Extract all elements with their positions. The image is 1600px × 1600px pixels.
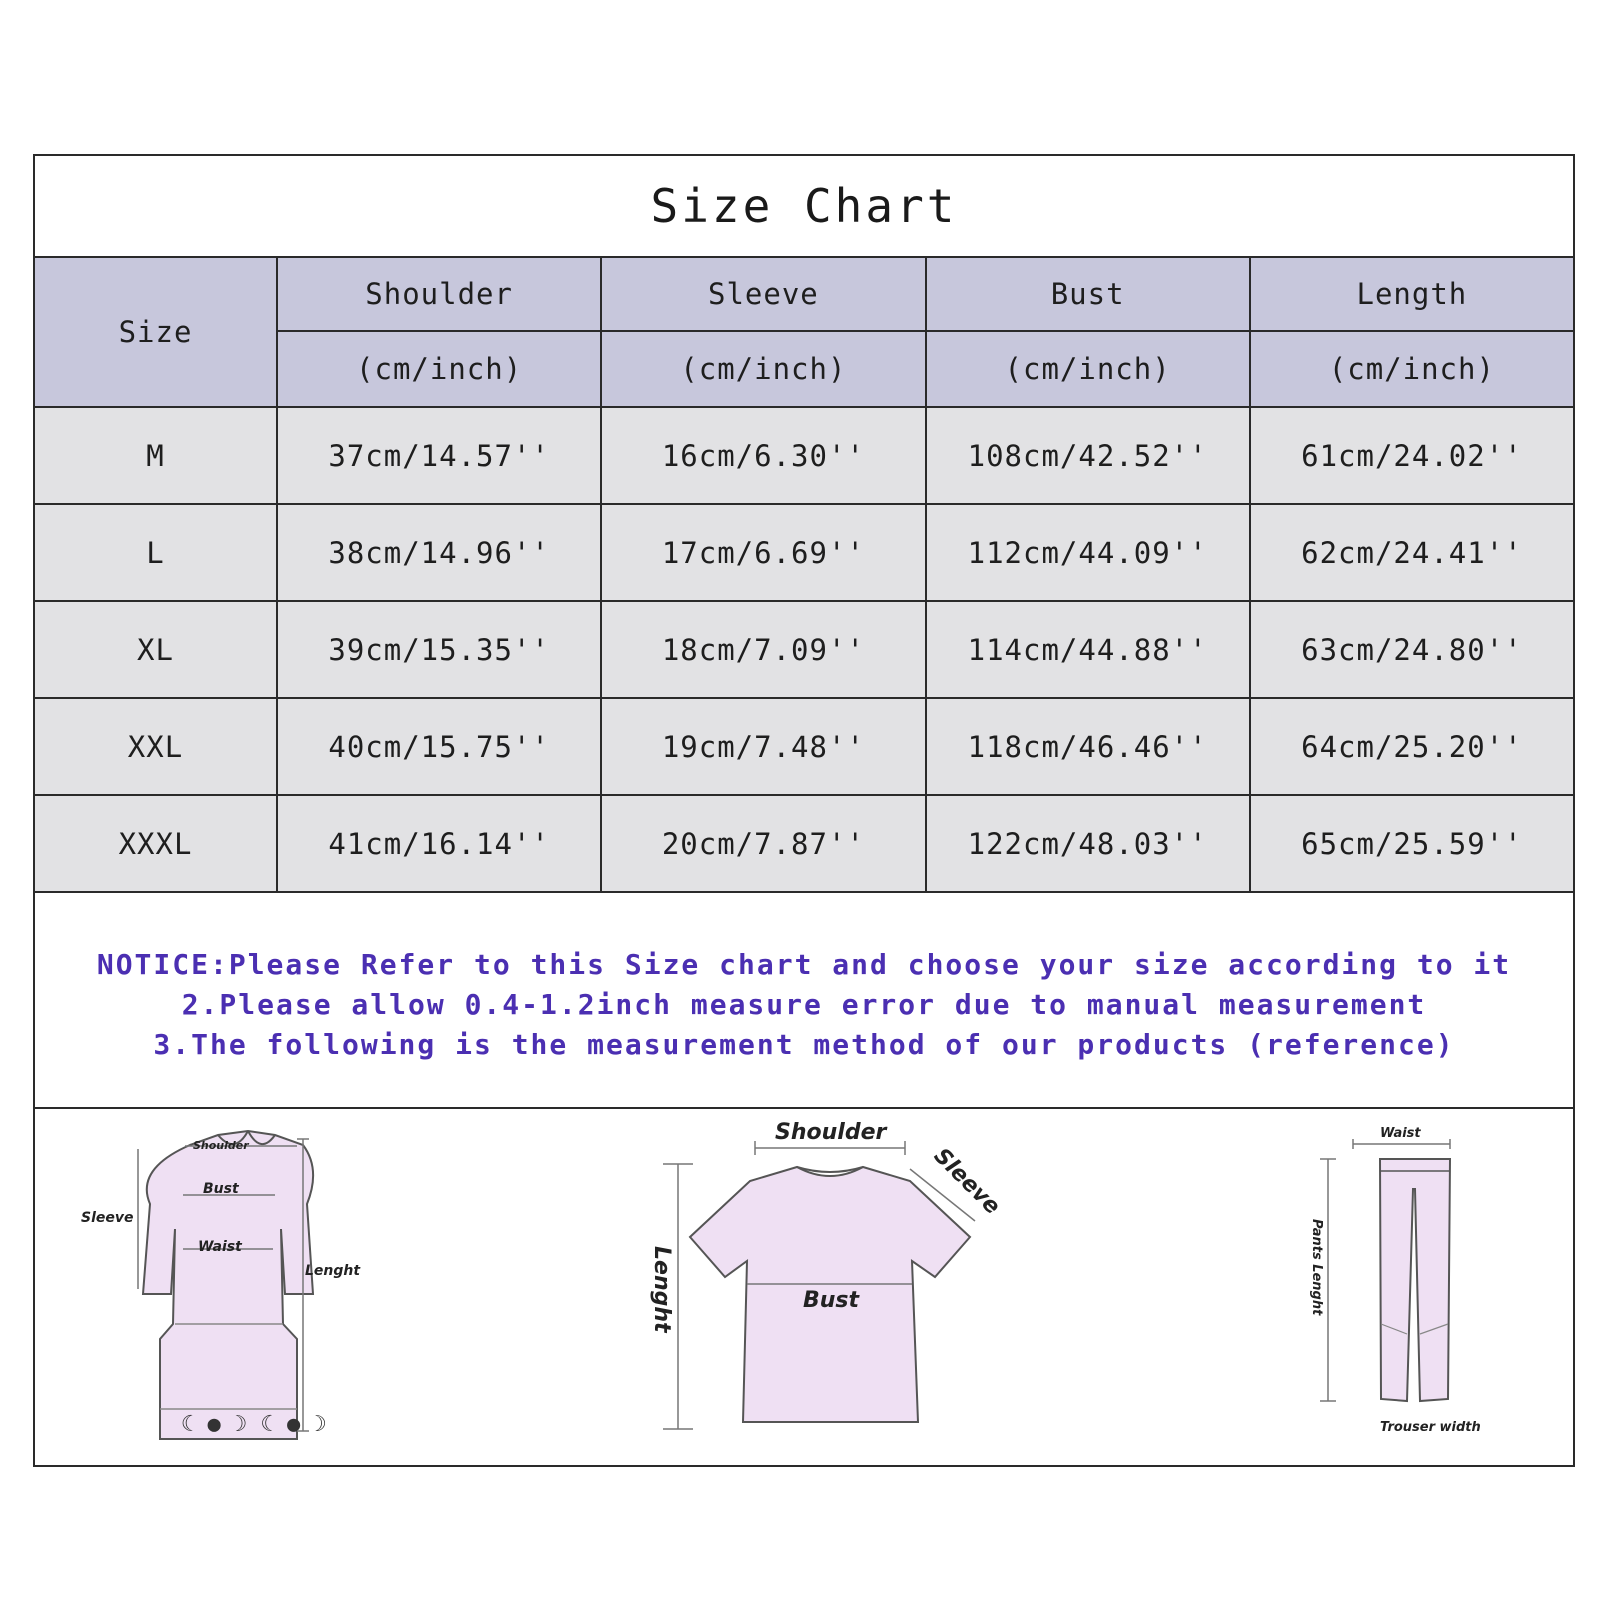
tshirt-sleeve-label: Sleeve bbox=[928, 1143, 1005, 1220]
dress-length-label: Lenght bbox=[305, 1263, 361, 1279]
length-cell: 65cm/25.59'' bbox=[1250, 795, 1574, 892]
sleeve-cell: 18cm/7.09'' bbox=[601, 601, 925, 698]
notice-line-2: 2.Please allow 0.4-1.2inch measure error due to manual measurement bbox=[181, 988, 1427, 1021]
decorative-moon-pattern: ☾ ● ☽ ☾ ● ☽ bbox=[181, 1412, 327, 1437]
tshirt-illustration bbox=[649, 1120, 1005, 1429]
bust-cell: 114cm/44.88'' bbox=[926, 601, 1250, 698]
table-header-row bbox=[34, 257, 1574, 331]
unit-label: (cm/inch) bbox=[277, 331, 601, 407]
size-cell: XXL bbox=[34, 698, 277, 795]
size-chart-frame bbox=[33, 154, 1575, 1467]
tshirt-bust-label: Bust bbox=[803, 1288, 860, 1313]
measurement-figures bbox=[35, 1109, 1573, 1465]
pants-illustration bbox=[1309, 1126, 1481, 1435]
size-table bbox=[33, 256, 1575, 893]
bust-cell: 112cm/44.09'' bbox=[926, 504, 1250, 601]
tshirt-shoulder-label: Shoulder bbox=[775, 1120, 887, 1145]
pants-waist-label: Waist bbox=[1380, 1126, 1421, 1141]
size-cell: XL bbox=[34, 601, 277, 698]
pants-trouser-width-label: Trouser width bbox=[1380, 1420, 1481, 1435]
shoulder-cell: 40cm/15.75'' bbox=[277, 698, 601, 795]
size-cell: M bbox=[34, 407, 277, 504]
dress-illustration bbox=[81, 1131, 361, 1439]
dress-bust-label: Bust bbox=[203, 1181, 239, 1197]
shoulder-cell: 37cm/14.57'' bbox=[277, 407, 601, 504]
notice-line-3: 3.The following is the measurement method of our products (reference) bbox=[153, 1028, 1455, 1061]
notice-line-1: NOTICE:Please Refer to this Size chart and choose your size according to it bbox=[96, 948, 1512, 981]
size-column-header: Size bbox=[34, 257, 277, 407]
dress-sleeve-label: Sleeve bbox=[81, 1210, 134, 1226]
column-header-shoulder: Shoulder bbox=[277, 257, 601, 331]
length-cell: 61cm/24.02'' bbox=[1250, 407, 1574, 504]
dress-waist-label: Waist bbox=[198, 1239, 242, 1255]
page-title: Size Chart bbox=[650, 179, 958, 233]
unit-label: (cm/inch) bbox=[926, 331, 1250, 407]
length-cell: 63cm/24.80'' bbox=[1250, 601, 1574, 698]
column-header-bust: Bust bbox=[926, 257, 1250, 331]
column-header-sleeve: Sleeve bbox=[601, 257, 925, 331]
unit-label: (cm/inch) bbox=[1250, 331, 1574, 407]
sleeve-cell: 16cm/6.30'' bbox=[601, 407, 925, 504]
table-row bbox=[34, 504, 1574, 601]
sleeve-cell: 20cm/7.87'' bbox=[601, 795, 925, 892]
column-header-length: Length bbox=[1250, 257, 1574, 331]
bust-cell: 108cm/42.52'' bbox=[926, 407, 1250, 504]
shoulder-cell: 41cm/16.14'' bbox=[277, 795, 601, 892]
table-row bbox=[34, 698, 1574, 795]
sleeve-cell: 19cm/7.48'' bbox=[601, 698, 925, 795]
dress-shoulder-label: Shoulder bbox=[193, 1139, 249, 1152]
shoulder-cell: 38cm/14.96'' bbox=[277, 504, 601, 601]
sleeve-cell: 17cm/6.69'' bbox=[601, 504, 925, 601]
table-row bbox=[34, 601, 1574, 698]
size-cell: XXXL bbox=[34, 795, 277, 892]
bust-cell: 122cm/48.03'' bbox=[926, 795, 1250, 892]
length-cell: 62cm/24.41'' bbox=[1250, 504, 1574, 601]
pants-length-label: Pants Lenght bbox=[1309, 1219, 1324, 1316]
notice-section bbox=[35, 903, 1573, 1109]
length-cell: 64cm/25.20'' bbox=[1250, 698, 1574, 795]
size-cell: L bbox=[34, 504, 277, 601]
table-row bbox=[34, 407, 1574, 504]
tshirt-length-label: Lenght bbox=[649, 1246, 674, 1333]
table-row bbox=[34, 795, 1574, 892]
bust-cell: 118cm/46.46'' bbox=[926, 698, 1250, 795]
shoulder-cell: 39cm/15.35'' bbox=[277, 601, 601, 698]
unit-label: (cm/inch) bbox=[601, 331, 925, 407]
